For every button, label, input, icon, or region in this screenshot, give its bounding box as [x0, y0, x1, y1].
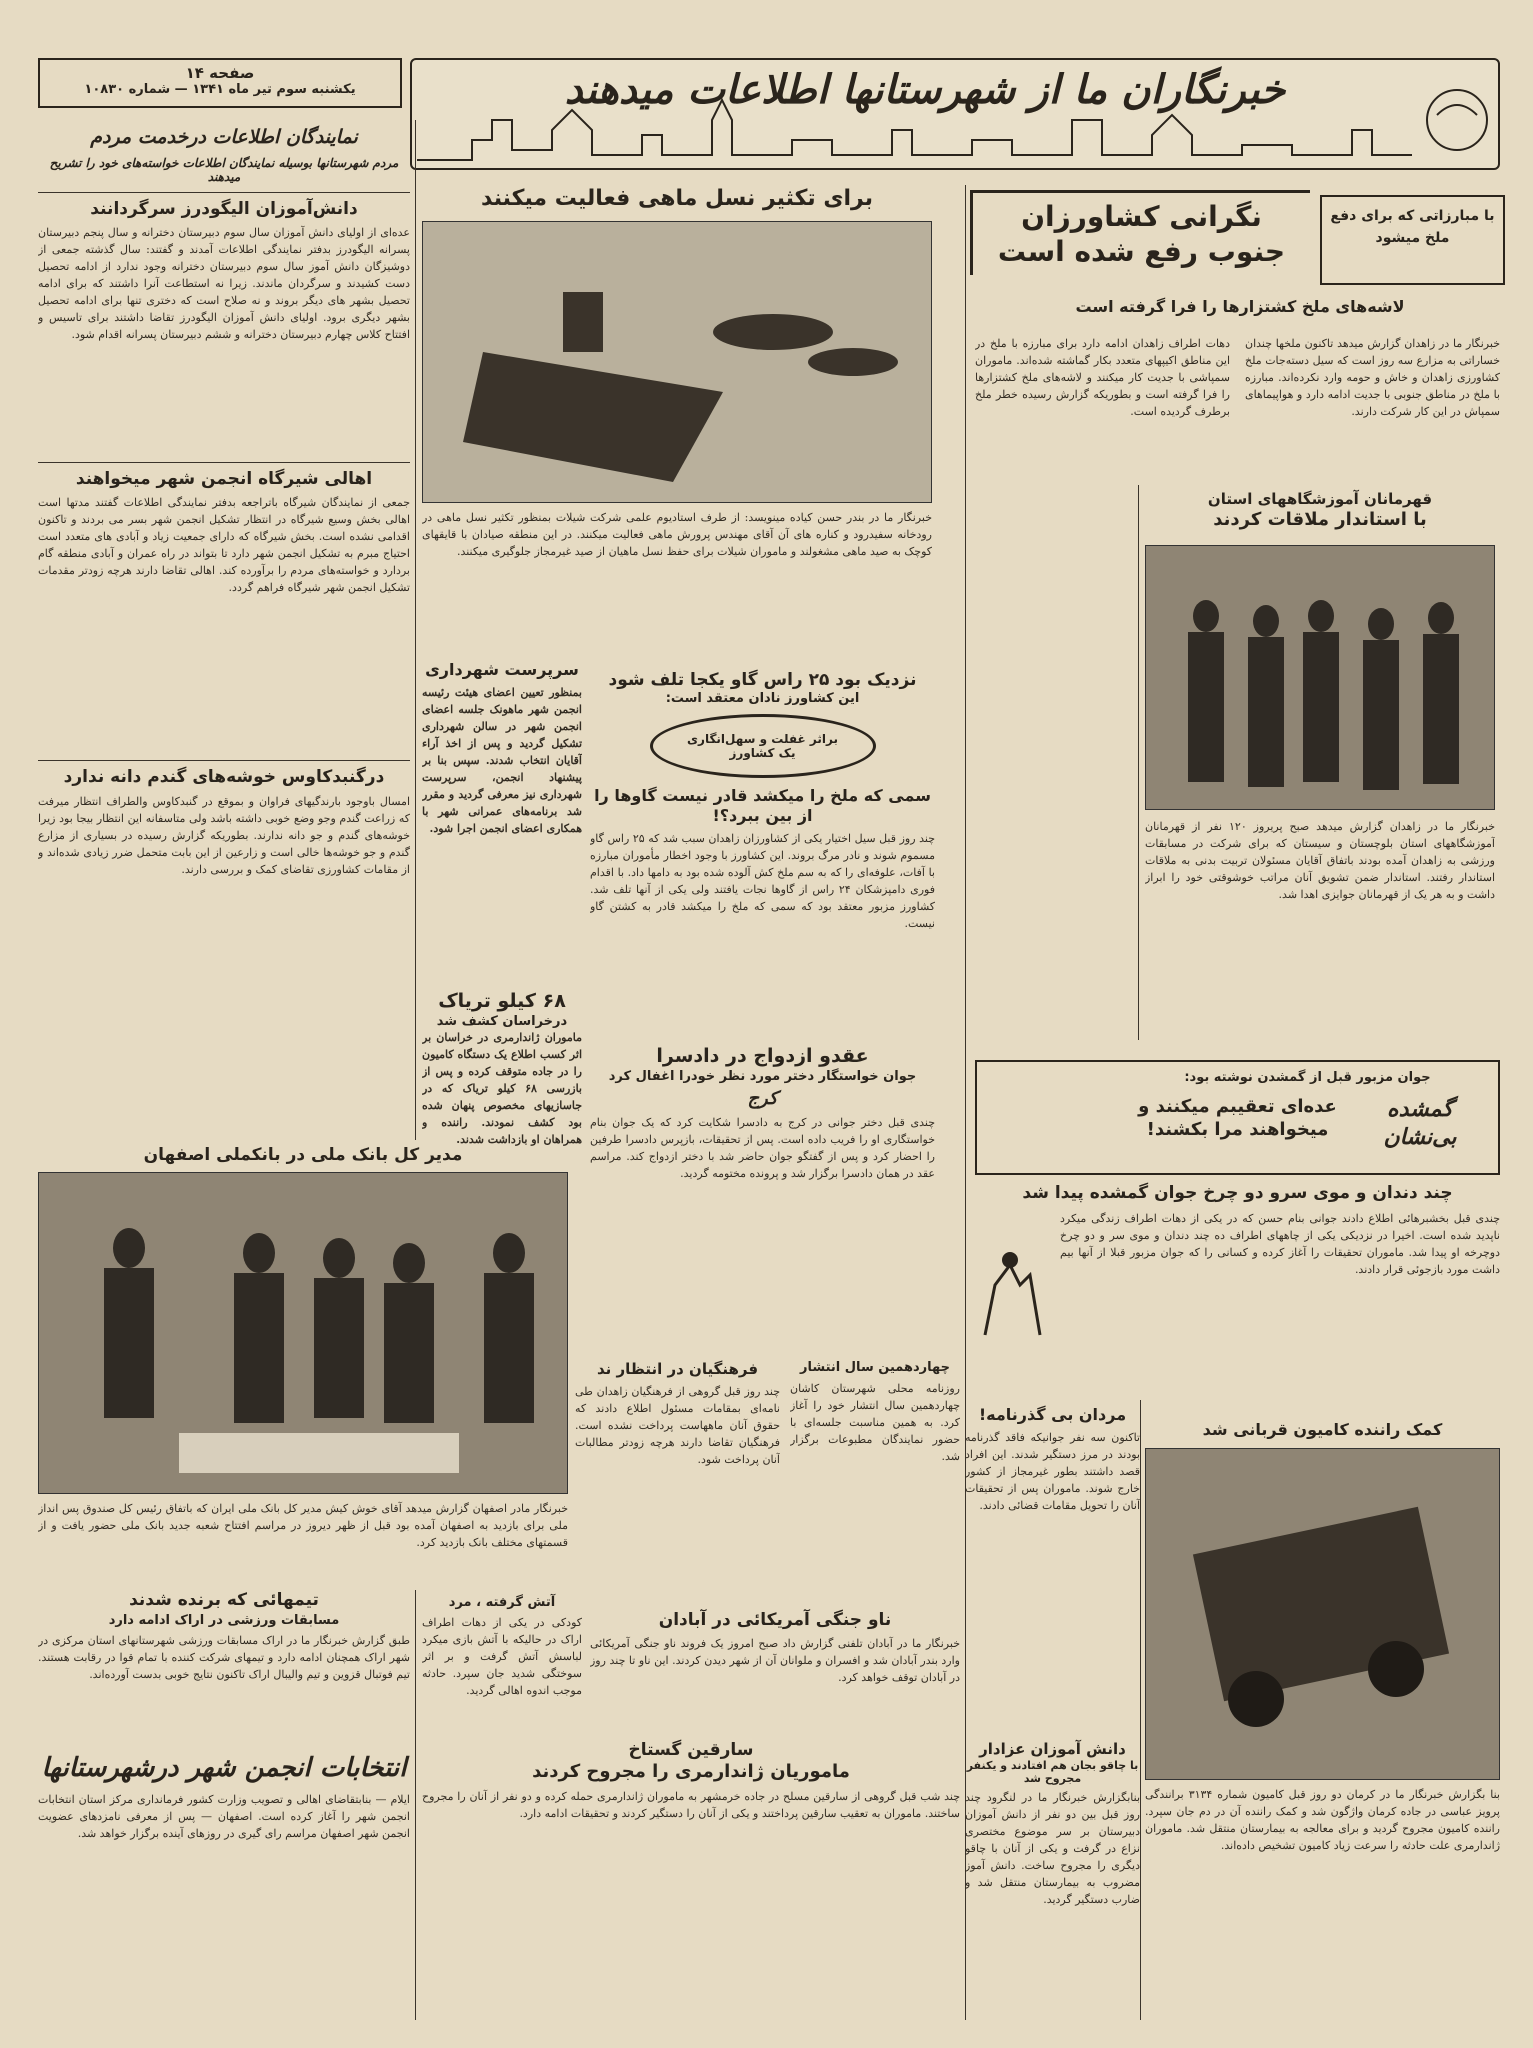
column-header-sub: مردم شهرستانها بوسیله نمایندگان اطلاعات خواسته‌های خود را تشریح میدهند — [49, 155, 399, 184]
masthead-title: خبرنگاران ما از شهرستانها اطلاعات میدهند — [564, 66, 1286, 113]
issue-info-box — [38, 58, 402, 108]
story-gonbad-body: امسال باوجود بارندگیهای فراوان و بموقع در گنبدکاوس والطراف انتظار میرفت که زراعت گندم وجو وضع خوبی داشته باشد ولی متاسفانه این انتظار بیجا بود زیرا خوشه‌های گندم و جو دانه ندارند. بطوریکه گزارش رسیده در بسیاری از مزارع گندم و جو خوشه‌ها خالی است و زارعین از این بابت متحمل ضرر زیادی شده‌اند و از مقامات کشاورزی تقاضای کمک و بررسی دارند. — [38, 794, 410, 876]
opium-sub: درخراسان کشف شد — [436, 1013, 568, 1029]
municipality-body: بمنظور تعیین اعضای هیئت رئیسه انجمن شهر ماهونک جلسه اعضای انجمن شهر در سالن شهرداری تشکیل گردید و پس از اخذ آراء آقایان انتخاب شدند. سپس بنا بر پیشنهاد انجمن، سرپرست شهرداری نیز معرفی گردید و مقرر شد برنامه‌های عمرانی شهر با همکاری اعضای انجمن اجرا شود. — [422, 686, 582, 835]
locust-box — [965, 185, 1505, 335]
cow-oval-label — [650, 714, 876, 778]
teachers-wait-body: چند روز قبل گروهی از فرهنگیان زاهدان طی نامه‌ای بمقامات مسئول اطلاع دادند که حقوق آنان ماههاست پرداخت نشده است. فرهنگیان تقاضا دارند هرچه زودتر مطالبات آنان پرداخت شود. — [575, 1384, 780, 1466]
warship-story — [590, 1610, 960, 1745]
teachers-meeting-title: قهرمانان آموزشگاههای استان — [1207, 490, 1433, 508]
story-shirgah-body: جمعی از نمایندگان شیرگاه باتراجعه بدفتر نمایندگی اطلاعات گفتند مدتها است اهالی بخش وسیع شیرگاه در انتظار تشکیل انجمن شهر بسر می بردند و تاکنون اقدامی نشده است. بخش شیرگاه که دارای جمعیت زیاد و آبادی های متعدد است احتیاج مبرم به تشکیل انجمن شهر دارد تا بتواند در راه عمران و آبادی منطقه گام بردارد و خواسته‌های مردم را برآورده کند. اهالی تقاضا دارند هرچه زودتر مقدمات تشکیل انجمن شهر شیرگاه فراهم گردد. — [38, 496, 410, 595]
missing-headline: چند دندان و موی سرو دو چرخ جوان گمشده پیدا شد — [1022, 1183, 1453, 1203]
story-arak-body: طبق گزارش خبرنگار ما در اراک مسابقات ورزشی شهرستانهای استان مرکزی در شهر اراک همچنان ادامه دارد و تیمهای شرکت کننده با تمام قوا در رقابت هستند. تیم فوتبال قزوین و تیم والیبال اراک تاکنون نتایج خوبی بدست آورده‌اند. — [38, 1634, 410, 1682]
locust-title-line1: نگرانی کشاورزان — [1021, 200, 1262, 233]
passport-body: تاکنون سه نفر جوانیکه فاقد گذرنامه بودند در مرز دستگیر شدند. این افراد قصد داشتند بطور غیرمجاز از کشور خارج شوند. ماموران پس از تحقیقات آنان را تحویل مقامات قضائی دادند. — [965, 1431, 1140, 1512]
warship-body: خبرنگار ما در آبادان تلفنی گزارش داد صبح امروز یک فروند ناو جنگی آمریکائی وارد بندر آبادان شد و افسران و ملوانان آن از شهر دیدن کردند. این ناو تا چند روز در آبادان توقف خواهد کرد. — [590, 1637, 960, 1685]
teachers-meeting-sub: با استاندار ملاقات کردند — [1213, 508, 1427, 530]
fish-story-caption: خبرنگار ما در بندر حسن کیاده مینویسد: از طرف استادیوم علمی شرکت شیلات بمنظور تکثیر نسل ماهی در رودخانه سفیدرود و کناره های آن آقای مهندس پرورش ماهی فعالیت میکنند. در این منطقه صیادان با قایقهای کوچک به صید ماهی مشغولند و ماموران شیلات برای حفظ نسل ماهیان از صید غیرمجاز جلوگیری میکنند. — [422, 510, 932, 558]
opium-body: ماموران ژاندارمری در خراسان بر اثر کسب اطلاع یک دستگاه کامیون را در جاده متوقف کرده و پس از بازرسی ۶۸ کیلو تریاک که در جاسازیهای مخصوص پنهان شده بود کشف نمودند. راننده و همراهان او بازداشت شدند. — [422, 1030, 582, 1146]
story-gonbad-title: درگنبدکاوس خوشه‌های گندم دانه ندارد — [63, 767, 385, 788]
story-arak-title: تیمهائی که برنده شدند — [129, 1590, 319, 1610]
cow-oval-text: براثر غفلت و سهل‌انگاری یک کشاورز — [687, 732, 838, 761]
missing-youth-box — [975, 1060, 1500, 1175]
missing-box-title: گمشده بی‌نشان — [1383, 1096, 1457, 1150]
locust-sub: لاشه‌های ملخ کشتزارها را فرا گرفته است — [1075, 297, 1405, 316]
cow-sub: این کشاورز نادان معتقد است: — [665, 691, 860, 707]
missing-box-top: جوان مزبور قبل از گمشدن نوشته بود: — [1184, 1070, 1431, 1085]
story-aligudarz-body: عده‌ای از اولیای دانش آموزان سال سوم دبیرستان دخترانه و سال پنجم دبیرستان پسرانه الیگودرز بدفتر نمایندگی اطلاعات آمدند و گفتند: سال گذشته جمعی از دوشیزگان دانش آموز سال سوم دبیرستان دخترانه وجود ندارد از ادامه تحصیل دست کشیدند و سرگردان ماندند. زیرا نه استطاعت آنرا داشتند که برای ادامه تحصیل بشهر های دیگر بروند و نه صلاح است که دختری تنها برای ادامه تحصیل بشهر دیگری برود. اولیای دانش آموزان الیگودرز تقاضا داشتند برای تاسیس و افتتاح کلاس چهارم دبیرستان دخترانه و ششم دبیرستان پسرانه اقدام شود. — [38, 226, 410, 341]
marriage-story — [590, 1045, 935, 1264]
marriage-sub: جوان خواستگار دختر مورد نظر خودرا اغفال کرد — [608, 1068, 917, 1084]
passport-story — [965, 1405, 1140, 1749]
fire-story — [422, 1595, 582, 1739]
story-aligudarz-title: دانش‌آموزان الیگودرز سرگردانند — [90, 198, 358, 219]
teachers-meeting-caption: خبرنگار ما در زاهدان گزارش میدهد صبح پریروز ۱۲۰ نفر از قهرمانان آموزشگاههای استان بلوچستان و سیستان که برای شرکت در مسابقات ورزشی به زاهدان آمده بودند باتفاق آقایان مسئولان تربیت بدنی به ملاقات استاندار رفتند. استاندار ضمن تشویق آنان مراتب خوشوقتی خود را ابراز داشت و به هر یک از قهرمانان جوایزی اهدا شد. — [1145, 820, 1495, 901]
students-sub: با چاقو بجان هم افتادند و یکنفر مجروح شد — [966, 1758, 1139, 1785]
truck-title: کمک راننده کامیون قربانی شد — [1202, 1420, 1443, 1439]
bank-officials-photo — [38, 1172, 568, 1494]
story-elections-title: انتخابات انجمن شهر درشهرستانها — [41, 1753, 407, 1784]
missing-body: چندی قبل بخشبرهائی اطلاع دادند جوانی بنام حسن که در یکی از دهات اطراف زندگی میکرد ناپدید شده است. اخیرا در نزدیکی یکی از چاههای اطراف ده چند دندان و موی سر و دو چرخ دوچرخه او پیدا شد. ماموران تحقیقات را آغاز کرده و کسانی را که جوان مزبور قبلا از آنها بیم داشت مورد بازجوئی قرار دادند. — [1060, 1212, 1500, 1276]
locust-headline — [970, 190, 1310, 275]
locust-body-right: خبرنگار ما در زاهدان گزارش میدهد تاکنون ملخها چندان خساراتی به مزارع سه روز است که سیل دسته‌جات ملخ کشاورزی زاهدان و خاش و حومه وارد نکرده‌اند. مبارزه با ملخ در مناطق جنوبی با جدیت ادامه دارد و هواپیماهای سمپاش در این کار شرکت دارند. — [1245, 337, 1500, 418]
fish-story-title: برای تکثیر نسل ماهی فعالیت میکنند — [480, 186, 873, 211]
kashan-title: چهاردهمین سال انتشار — [800, 1360, 950, 1375]
truck-story — [1145, 1420, 1500, 1986]
students-story — [965, 1740, 1140, 1999]
locust-body-left: دهات اطراف زاهدان ادامه دارد برای مبارزه با ملخ در این مناطق اکیپهای متعدد بکار گماشته شده‌اند. ماموران سمپاشی با جدیت کار میکنند و لاشه‌های ملخ کشتزارها را فرا گرفته است و بطوریکه گزارش رسیده خطر ملخ برطرف گردیده است. — [975, 337, 1230, 418]
opium-title: ۶۸ کیلو تریاک — [438, 990, 566, 1012]
bank-photo-block — [38, 1145, 568, 1605]
municipality-title: سرپرست شهرداری — [425, 660, 579, 679]
thieves-title: سارقین گستاخ — [628, 1740, 754, 1760]
page-number: صفحه ۱۴ — [185, 64, 255, 82]
marriage-body: چندی قبل دختر جوانی در کرج به دادسرا شکایت کرد که یک جوان بنام خواستگاری او را فریب داده است. پس از تحقیقات، بازپرس دادسرا طرفین را احضار کرد و پس از گفتگو جوان حاضر شد با دختر ازدواج کند. مراسم عقد در همان دادسرا برگزار شد و پرونده مختومه گردید. — [590, 1116, 935, 1181]
fire-body: کودکی در یکی از دهات اطراف اراک در حالیکه با آتش بازی میکرد لباسش آتش گرفت و بر اثر سوختگی شدید جان سپرد. حادثه موجب اندوه اهالی گردید. — [422, 1616, 582, 1698]
story-shirgah-title: اهالی شیرگاه انجمن شهر میخواهند — [75, 469, 373, 489]
kashan-body: روزنامه محلی شهرستان کاشان چهاردهمین سال انتشار خود را آغاز کرد. به همین مناسبت جلسه‌ای با حضور نمایندگان مطبوعات برگزار شد. — [790, 1382, 960, 1464]
teachers-meeting-story — [1145, 490, 1495, 531]
cow-title: نزدیک بود ۲۵ راس گاو یکجا تلف شود — [608, 670, 917, 690]
bank-photo-title: مدیر کل بانک ملی در بانکملی اصفهان — [143, 1145, 463, 1165]
left-column — [38, 120, 410, 1029]
truck-caption: بنا بگزارش خبرنگار ما در کرمان دو روز قبل کامیون شماره ۳۱۳۴ برانندگی پرویز عباسی در جاده کرمان واژگون شد و کمک راننده آن در دم جان سپرد. راننده کامیون مجروح گردید و برای معالجه به بیمارستان منتقل شد. ماموران ژاندارمری علت حادثه را سرعت زیاد کامیون تشخیص داده‌اند. — [1145, 1788, 1500, 1852]
thieves-body: چند شب قبل گروهی از سارقین مسلح در جاده خرمشهر به ماموران ژاندارمری حمله کرده و دو نفر از آنان را مجروح ساختند. ماموران به تعقیب سارقین پرداختند و یکی از آنان را دستگیر کردند و تحقیقات ادامه دارد. — [422, 1789, 960, 1820]
passport-title: مردان بی گذرنامه! — [978, 1405, 1127, 1424]
story-elections-body: ایلام — بنابتقاضای اهالی و تصویب وزارت کشور فرمانداری مرکز استان انتخابات انجمن شهر را آغاز کرده است. اصفهان — پس از معرفی نامزدهای عضویت انجمن شهر اصفهان مراسم رای گیری در روزهای آینده برگزار خواهد شد. — [38, 1792, 410, 1840]
cow-story — [590, 670, 935, 1030]
teachers-meeting-photo — [1145, 545, 1495, 810]
issue-date: یکشنبه سوم تیر ماه ۱۳۴۱ — شماره ۱۰۸۳۰ — [84, 82, 356, 97]
students-body: بنابگزارش خبرنگار ما در لنگرود چند روز قبل بین دو نفر از دانش آموزان دبیرستان بر سر موضوع مختصری نزاع در گرفت و یکی از آنان با چاقو دیگری را مجروح ساخت. دانش آموز مضروب به بیمارستان منتقل شد و ضارب دستگیر گردید. — [965, 1790, 1140, 1906]
thieves-sub: ماموریان ژاندارمری را مجروح کردند — [532, 1761, 850, 1783]
karaj-label: کرج — [747, 1087, 778, 1109]
marriage-title: عقدو ازدواج در دادسرا — [656, 1045, 869, 1067]
story-arak-sub: مسابقات ورزشی در اراک ادامه دارد — [108, 1613, 340, 1629]
warship-title: ناو جنگی آمریکائی در آبادان — [658, 1610, 892, 1630]
missing-box-sub: عده‌ای تعقیبم میکنند و میخواهند مرا بکشند! — [1138, 1096, 1337, 1140]
municipality-story — [422, 660, 582, 1147]
left-column-lower — [38, 1590, 410, 1926]
locust-title-line2: جنوب رفع شده است — [997, 235, 1286, 268]
kashan-story — [790, 1360, 960, 1620]
fishing-boats-photo — [422, 221, 932, 503]
masthead-banner — [410, 58, 1500, 170]
overturned-truck-photo — [1145, 1448, 1500, 1780]
teachers-wait-title: فرهنگیان در انتظار ند — [596, 1360, 759, 1378]
teachers-wait-story — [575, 1360, 780, 1583]
cow-headline: سمی که ملخ را میکشد قادر نیست گاوها را از بین ببرد؟! — [594, 786, 931, 826]
locust-side-text: با مبارزاتی که برای دفع ملخ میشود — [1330, 208, 1495, 247]
fish-story — [422, 185, 932, 637]
cow-body: چند روز قبل سیل اختیار یکی از کشاورزان زاهدان سبب شد که ۲۵ راس گاو مسموم شوند و نادر مرگ بروند. این کشاورز با وجود اخطار مأموران مبارزه با آفات، علوفه‌ای را که به سم ملخ کش آلوده شده بود به دامها داد. با اقدام فوری دامپزشکان ۲۴ راس از گاوها نجات یافتند ولی یکی از آنها تلف شد. کشاورز مزبور معتقد بود که سمی که ملخ را میکشد قادر به کشتن گاو نیست. — [590, 832, 935, 931]
locust-body-block — [975, 335, 1500, 470]
column-header-title: نمایندگان اطلاعات درخدمت مردم — [90, 126, 358, 148]
students-title: دانش آموزان عزادار — [979, 1740, 1126, 1758]
camel-illustration — [975, 1225, 1050, 1355]
bank-photo-caption: خبرنگار مادر اصفهان گزارش میدهد آقای خوش کیش مدیر کل بانک ملی ایران که باتفاق رئیس کل صندوق پس انداز ملی برای بازدید به اصفهان آمده بود قبل از ظهر دیروز در مراسم افتتاح شعبه جدید بانک ملی حضور یافت و از قسمتهای مختلف بانک بازدید کرد. — [38, 1502, 568, 1550]
fire-title: آتش گرفته ، مرد — [448, 1595, 556, 1610]
locust-side-box — [1320, 195, 1505, 285]
thieves-story — [422, 1740, 960, 1963]
